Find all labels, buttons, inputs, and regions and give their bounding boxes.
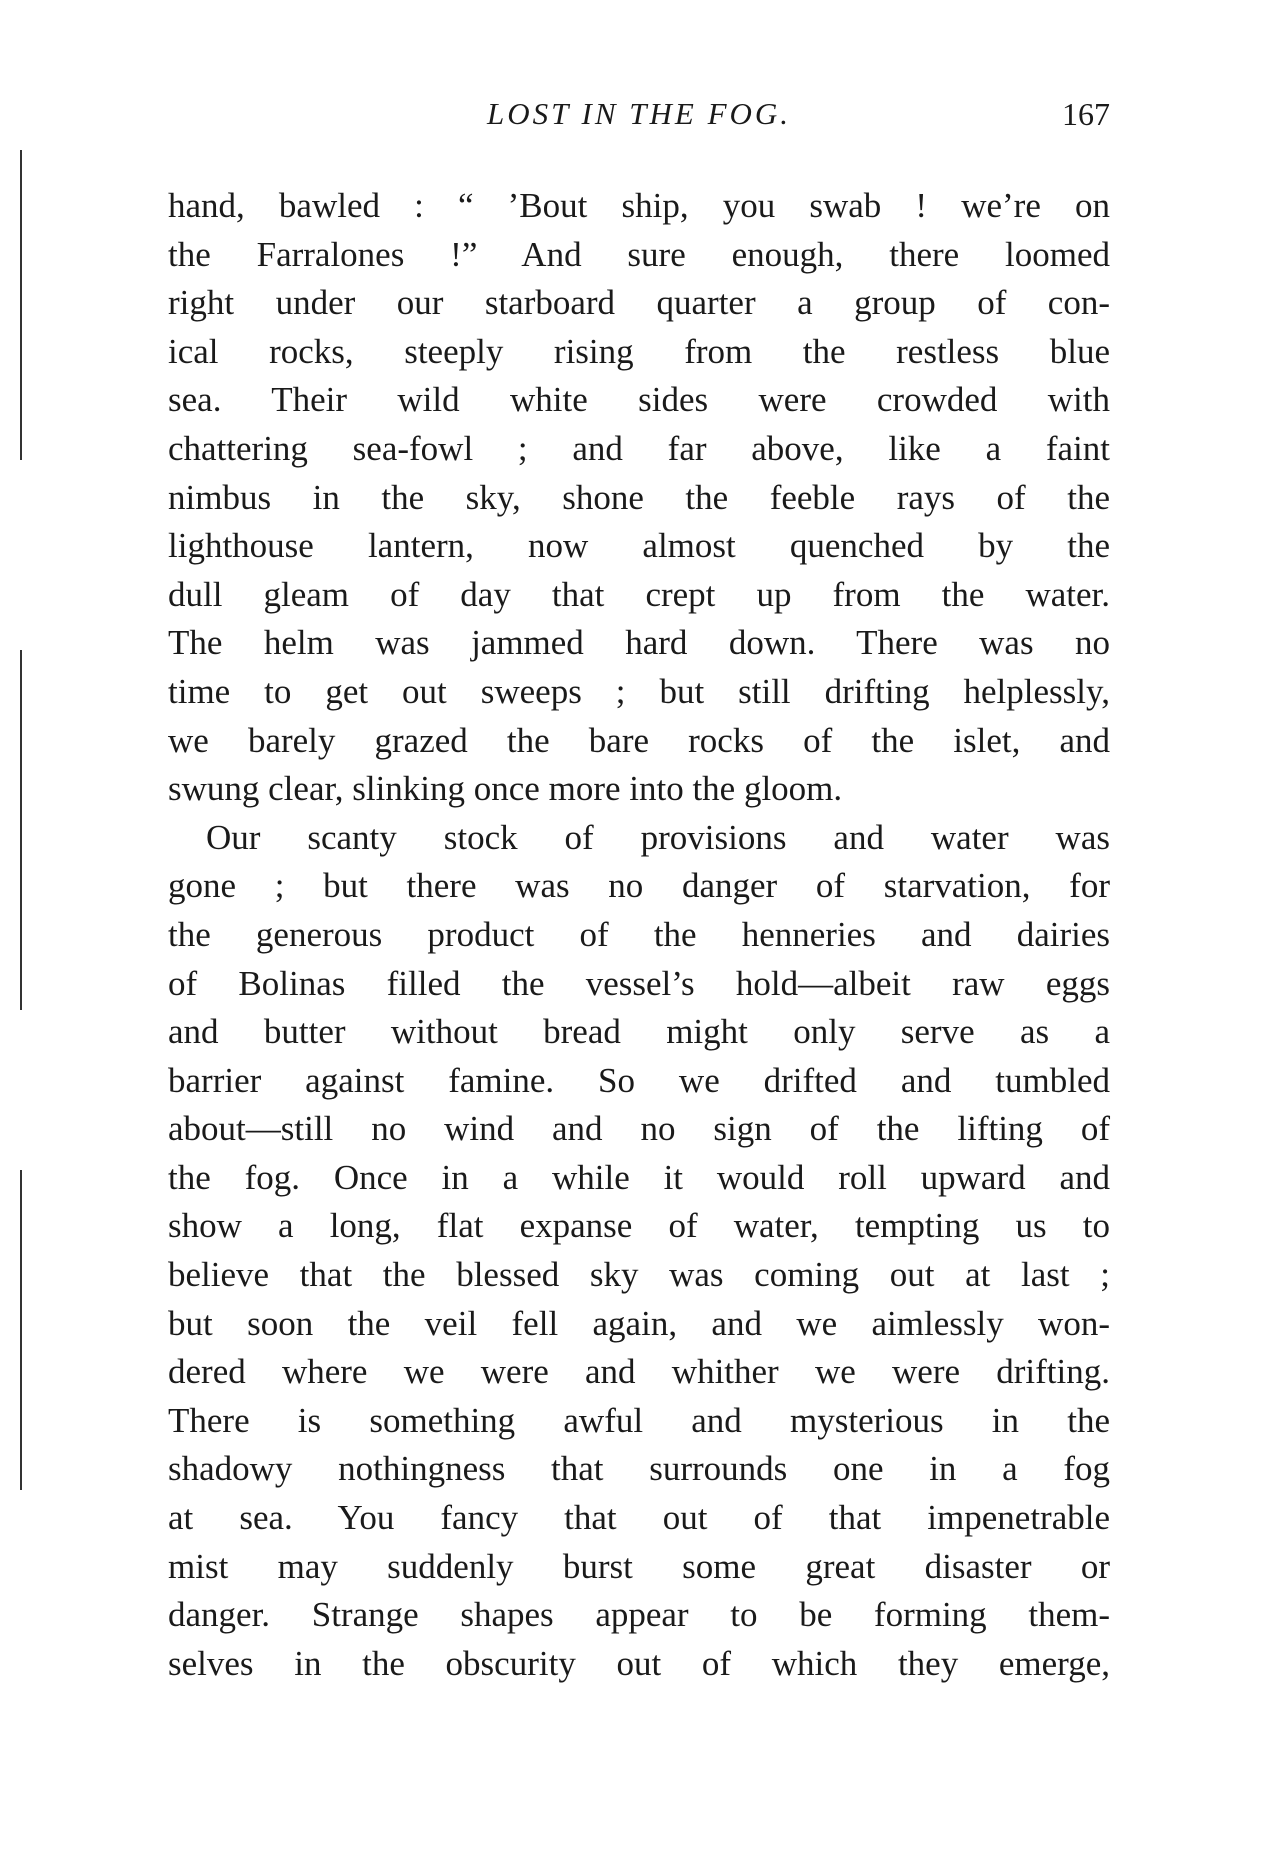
text-line: the Farralones !” And sure enough, there loomed xyxy=(168,234,1110,274)
text-line: the generous product of the henneries and dairies xyxy=(168,914,1110,954)
text-line: sea. Their wild white sides were crowded with xyxy=(168,380,1110,420)
text-line: ical rocks, steeply rising from the restless blue xyxy=(168,331,1110,371)
text-line: right under our starboard quarter a group of con- xyxy=(168,283,1110,323)
text-line: gone ; but there was no danger of starvation, for xyxy=(168,866,1110,906)
margin-mark xyxy=(20,150,22,460)
margin-mark xyxy=(20,650,22,1010)
margin-mark xyxy=(20,1170,22,1490)
text-line: chattering sea-fowl ; and far above, like a faint xyxy=(168,428,1110,468)
text-line: lighthouse lantern, now almost quenched by the xyxy=(168,526,1110,566)
text-line: dered where we were and whither we were drifting. xyxy=(168,1352,1110,1392)
page-header xyxy=(168,96,1110,140)
text-line: hand, bawled : “ ’Bout ship, you swab ! we’re on xyxy=(168,186,1110,225)
text-line: selves in the obscurity out of which they emerge, xyxy=(168,1643,1110,1683)
text-line: of Bolinas filled the vessel’s hold—albeit raw eggs xyxy=(168,963,1110,1003)
text-line: and butter without bread might only serve as a xyxy=(168,1012,1110,1052)
text-line: we barely grazed the bare rocks of the islet, and xyxy=(168,720,1110,760)
text-line: about—still no wind and no sign of the lifting of xyxy=(168,1109,1110,1149)
text-line: but soon the veil fell again, and we aimlessly won- xyxy=(168,1303,1110,1343)
running-title: LOST IN THE FOG. xyxy=(486,96,792,131)
text-line: danger. Strange shapes appear to be forming them- xyxy=(168,1595,1110,1635)
text-line: shadowy nothingness that surrounds one in a fog xyxy=(168,1449,1110,1489)
text-line: mist may suddenly burst some great disaster or xyxy=(168,1546,1110,1586)
text-line: There is something awful and mysterious in the xyxy=(168,1400,1110,1440)
text-line: at sea. You fancy that out of that impenetrable xyxy=(168,1498,1110,1538)
page-number: 167 xyxy=(1062,96,1110,132)
text-line: The helm was jammed hard down. There was no xyxy=(168,623,1110,663)
text-line: Our scanty stock of provisions and water was xyxy=(206,817,1110,857)
text-line: barrier against famine. So we drifted and tumbled xyxy=(168,1060,1110,1100)
text-line: the fog. Once in a while it would roll upward and xyxy=(168,1157,1110,1197)
body-text xyxy=(168,182,1110,1688)
text-line: swung clear, slinking once more into the gloom. xyxy=(168,769,843,809)
text-line: dull gleam of day that crept up from the water. xyxy=(168,574,1110,614)
text-line: show a long, flat expanse of water, tempting us to xyxy=(168,1206,1110,1246)
text-line: believe that the blessed sky was coming out at last ; xyxy=(168,1255,1110,1295)
text-line: time to get out sweeps ; but still drifting helplessly, xyxy=(168,671,1110,711)
text-line: nimbus in the sky, shone the feeble rays of the xyxy=(168,477,1110,517)
